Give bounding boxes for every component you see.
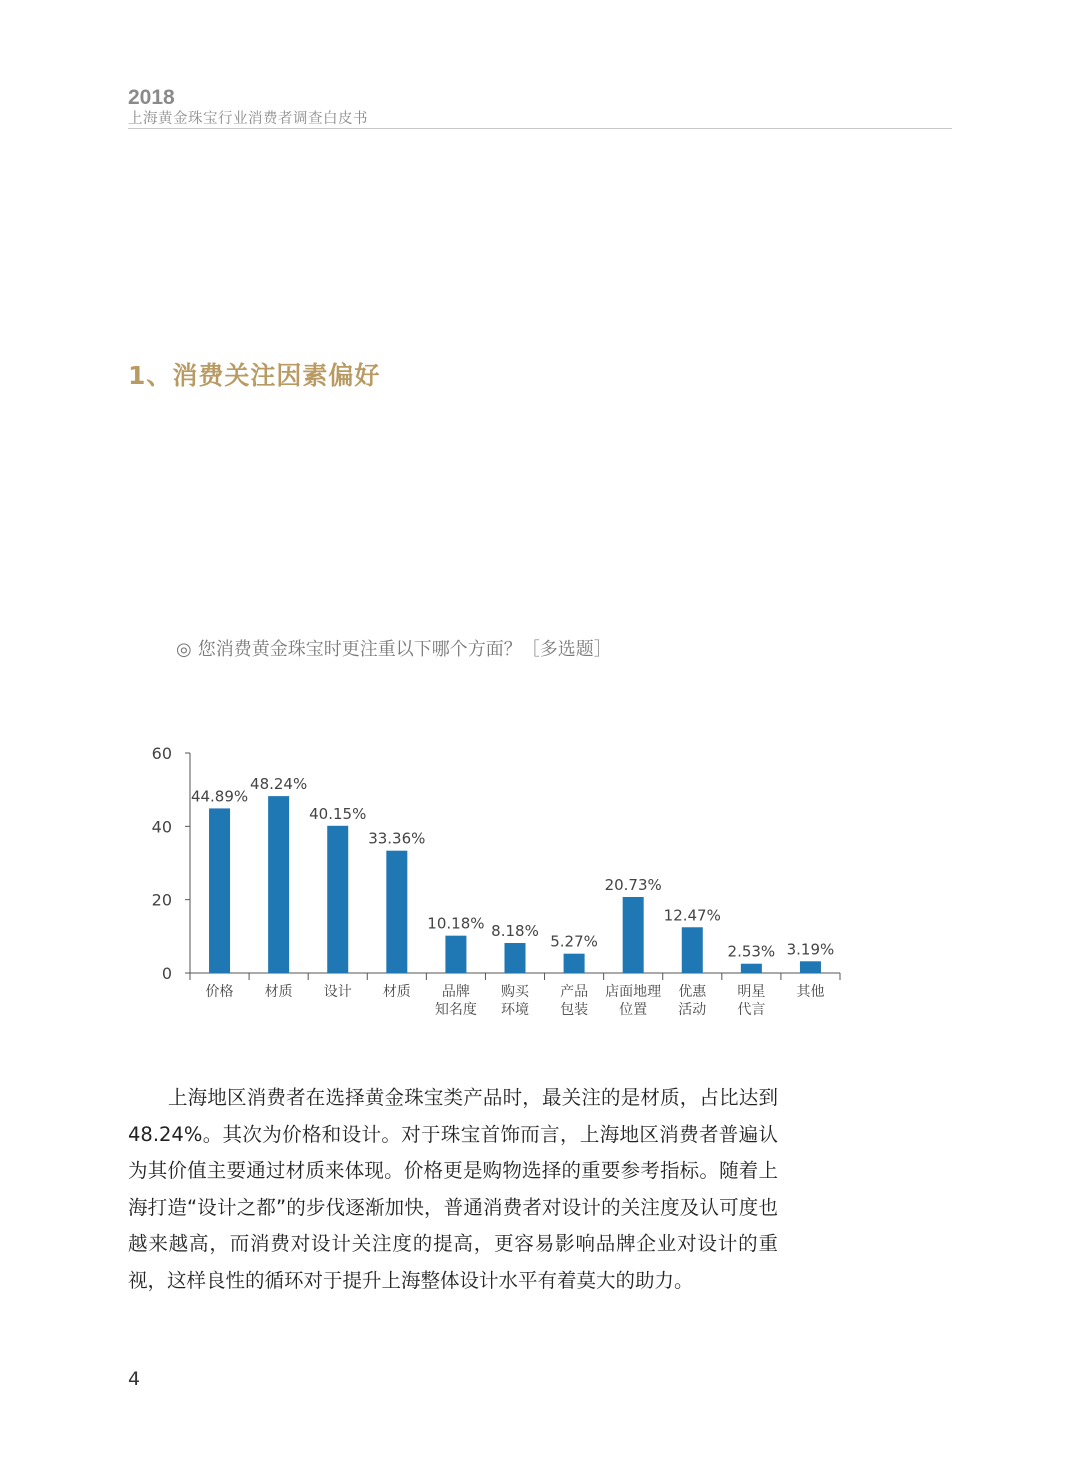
category-label: 产品 [560, 984, 589, 1000]
y-tick-label: 20 [151, 890, 172, 910]
category-label: 环境 [501, 1002, 529, 1018]
bar [445, 936, 466, 973]
data-label: 33.36% [368, 829, 426, 848]
bar [268, 796, 289, 973]
bar [682, 927, 703, 973]
category-label: 品牌 [441, 984, 470, 1000]
header-divider [128, 128, 952, 129]
question-text: 您消费黄金珠宝时更注重以下哪个方面？ [197, 639, 522, 660]
data-label: 10.18% [427, 914, 485, 933]
category-label: 材质 [264, 984, 293, 1000]
data-label: 40.15% [309, 804, 367, 823]
category-label: 优惠 [678, 984, 707, 1000]
header-year: 2018 [128, 86, 175, 109]
data-label: 12.47% [663, 906, 721, 925]
bar [327, 826, 348, 973]
category-label: 设计 [323, 984, 352, 1000]
question-mark-icon: ◎ [176, 639, 192, 660]
body-paragraph: 上海地区消费者在选择黄金珠宝类产品时，最关注的是材质，占比达到 48.24%。其次为价格和设计。对于珠宝首饰而言，上海地区消费者普遍认为其价值主要通过材质来体现。价格更是购物选择的重要参考指标。随着上海打造“设计之都”的步伐逐渐加快，普通消费者对设计的关注度及认可度也越来越高，而消费对设计关注度的提高，更容易影响品牌企业对设计的重视，这样良性的循环对于提升上海整体设计水平有着莫大的助力。 [128, 1086, 778, 1292]
bar [386, 851, 407, 973]
question-line [176, 635, 612, 661]
header-title: 上海黄金珠宝行业消费者调查白皮书 [128, 111, 368, 127]
category-label: 知名度 [434, 1002, 477, 1018]
bar [505, 943, 526, 973]
data-label: 44.89% [190, 787, 249, 806]
bar [564, 954, 585, 973]
bar [209, 808, 230, 973]
category-label: 价格 [205, 984, 234, 1000]
category-label: 购买 [501, 984, 529, 1000]
bar [800, 961, 821, 973]
category-label: 活动 [678, 1002, 707, 1018]
page-number: 4 [128, 1368, 141, 1390]
category-label: 代言 [737, 1002, 766, 1018]
category-label: 明星 [737, 984, 766, 1000]
data-label: 48.24% [250, 775, 308, 794]
data-label: 8.18% [491, 922, 539, 941]
data-label: 20.73% [604, 875, 662, 894]
data-label: 5.27% [550, 932, 598, 951]
category-label: 材质 [382, 984, 411, 1000]
category-label: 其他 [796, 984, 825, 1000]
question-type-tag: ［多选题］ [521, 639, 612, 660]
y-tick-label: 60 [151, 744, 172, 763]
category-label: 包装 [560, 1002, 589, 1018]
y-tick-label: 40 [151, 817, 172, 837]
section-title: 1、消费关注因素偏好 [128, 361, 381, 390]
data-label: 2.53% [727, 942, 776, 961]
data-label: 3.19% [786, 940, 835, 959]
bar [741, 964, 762, 973]
category-label: 店面地理 [605, 984, 662, 1000]
y-tick-label: 0 [161, 964, 172, 983]
bar [623, 897, 644, 973]
category-label: 位置 [619, 1002, 648, 1018]
bar-chart [130, 730, 870, 1030]
